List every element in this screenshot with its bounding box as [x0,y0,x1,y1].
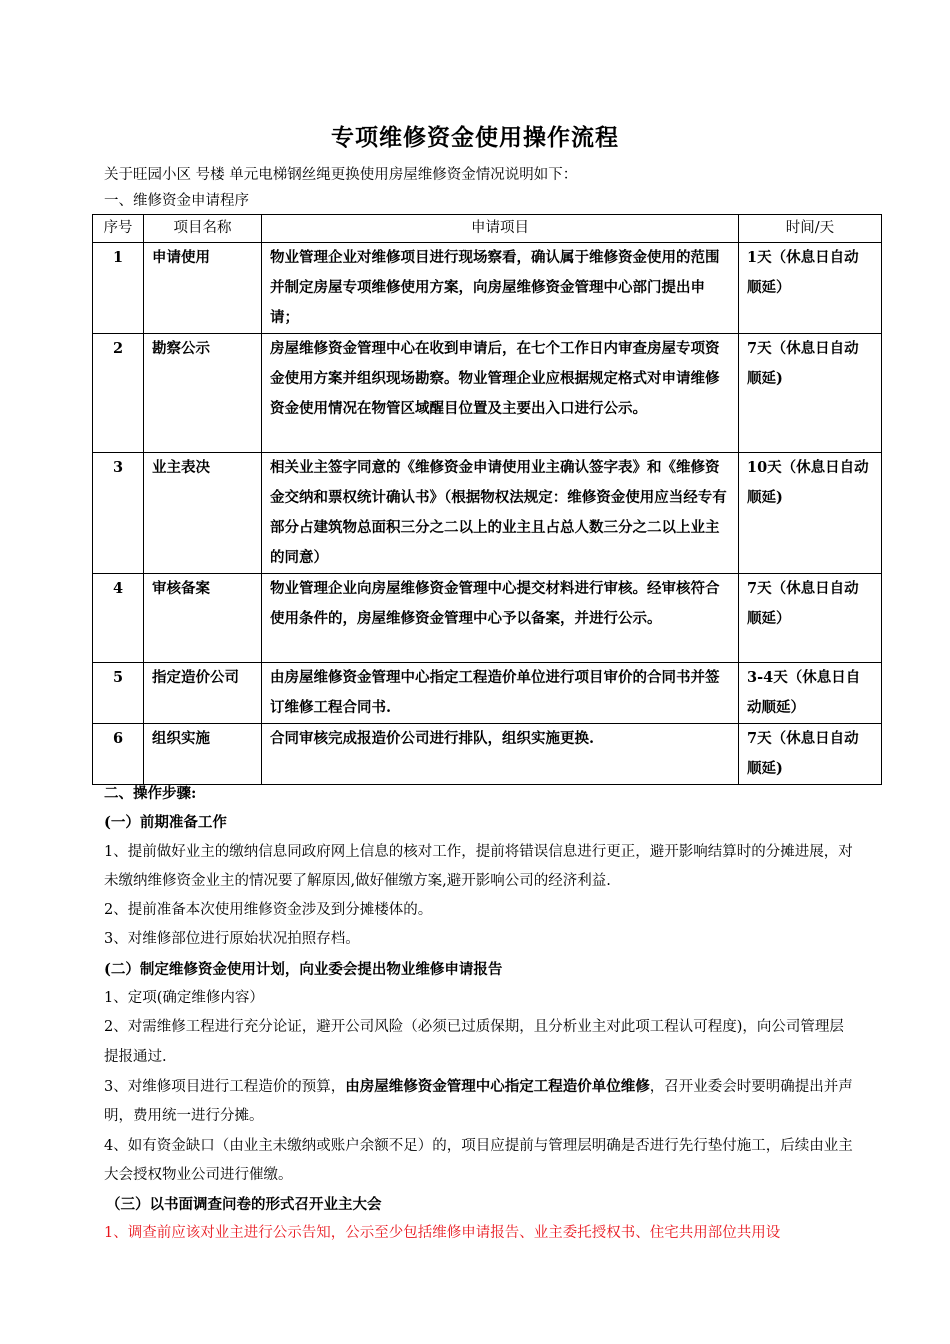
row-name: 指定造价公司 [144,663,262,724]
header-no: 序号 [93,215,144,243]
row-name: 审核备案 [144,574,262,663]
table-row [93,243,882,334]
paragraph: 2、对需维修工程进行充分论证，避开公司风险（必须已过质保期，且分析业主对此项工程认可程度)，向公司管理层提报通过. [104,1019,844,1065]
row-name: 业主表决 [144,453,262,574]
table-row [93,574,882,663]
row-name: 申请使用 [144,243,262,334]
section-heading-2: 二、操作步骤: [104,785,197,802]
paragraph [104,1072,854,1132]
subsection-heading-2: (二）制定维修资金使用计划，向业委会提出物业维修申请报告 [104,960,503,978]
procedure-table [92,214,882,785]
row-desc: 相关业主签字同意的《维修资金申请使用业主确认签字表》和《维修资金交纳和票权统计确认书》（根据物权法规定：维修资金使用应当经专有部分占建筑物总面积三分之二以上的业主且占总人数三分之二以上业主的同意） [262,453,739,574]
intro-line: 关于旺园小区 号楼 单元电梯钢丝绳更换使用房屋维修资金情况说明如下： [104,167,578,183]
row-desc: 房屋维修资金管理中心在收到申请后，在七个工作日内审查房屋专项资金使用方案并组织现场勘察。物业管理企业应根据规定格式对申请维修资金使用情况在物管区域醒目位置及主要出入口进行公示。 [262,334,739,453]
paragraph: 3、对维修部位进行原始状况拍照存档。 [104,931,360,948]
row-no: 5 [93,663,144,724]
paragraph: 4、如有资金缺口（由业主未缴纳或账户余额不足）的，项目应提前与管理层明确是否进行先行垫付施工，后续由业主大会授权物业公司进行催缴。 [104,1137,853,1183]
table-row [93,453,882,574]
paragraph: 1、提前做好业主的缴纳信息同政府网上信息的核对工作，提前将错误信息进行更正，避开影响结算时的分摊进展，对未缴纳维修资金业主的情况要了解原因,做好催缴方案,避开影响公司的经济利益. [104,843,853,889]
row-time: 7天（休息日自动顺延） [739,574,882,663]
paragraph: 1、定项(确定维修内容） [104,990,264,1007]
row-name: 勘察公示 [144,334,262,453]
table-header-row [93,215,882,243]
header-desc: 申请项目 [262,215,739,243]
paragraph-part: 3、对维修项目进行工程造价的预算， [104,1078,346,1095]
header-time: 时间/天 [739,215,882,243]
row-time: 7天（休息日自动顺延) [739,334,882,453]
row-no: 2 [93,334,144,453]
row-no: 6 [93,724,144,785]
row-time: 7天（休息日自动顺延) [739,724,882,785]
steps-section [104,779,854,1249]
row-no: 1 [93,243,144,334]
table-row [93,334,882,453]
subsection-heading-1: (一）前期准备工作 [104,814,227,832]
page-title: 专项维修资金使用操作流程 [331,124,619,151]
emphasis-text: 由房屋维修资金管理中心指定工程造价单位维修 [345,1077,650,1095]
row-no: 3 [93,453,144,574]
row-desc: 由房屋维修资金管理中心指定工程造价单位进行项目审价的合同书并签订维修工程合同书. [262,663,739,724]
row-desc: 物业管理企业对维修项目进行现场察看，确认属于维修资金使用的范围并制定房屋专项维修使用方案，向房屋维修资金管理中心部门提出申请； [262,243,739,334]
table-row [93,724,882,785]
paragraph: 2、提前准备本次使用维修资金涉及到分摊楼体的。 [104,902,433,919]
row-desc: 合同审核完成报造价公司进行排队，组织实施更换. [262,724,739,785]
row-desc: 物业管理企业向房屋维修资金管理中心提交材料进行审核。经审核符合使用条件的，房屋维修资金管理中心予以备案，并进行公示。 [262,574,739,663]
highlighted-paragraph: 1、调查前应该对业主进行公示告知，公示至少包括维修申请报告、业主委托授权书、住宅共用部位共用设 [104,1225,781,1242]
header-name: 项目名称 [144,215,262,243]
row-time: 10天（休息日自动顺延) [739,453,882,574]
row-no: 4 [93,574,144,663]
section-heading-1: 一、维修资金申请程序 [104,193,249,209]
table-row [93,663,882,724]
row-name: 组织实施 [144,724,262,785]
row-time: 3-4天（休息日自动顺延） [739,663,882,724]
paragraph-part: ，召开业委会时要明确提出并声明，费用统一进行分摊。 [104,1078,853,1125]
row-time: 1天（休息日自动顺延） [739,243,882,334]
subsection-heading-3: （三）以书面调查问卷的形式召开业主大会 [106,1196,382,1214]
